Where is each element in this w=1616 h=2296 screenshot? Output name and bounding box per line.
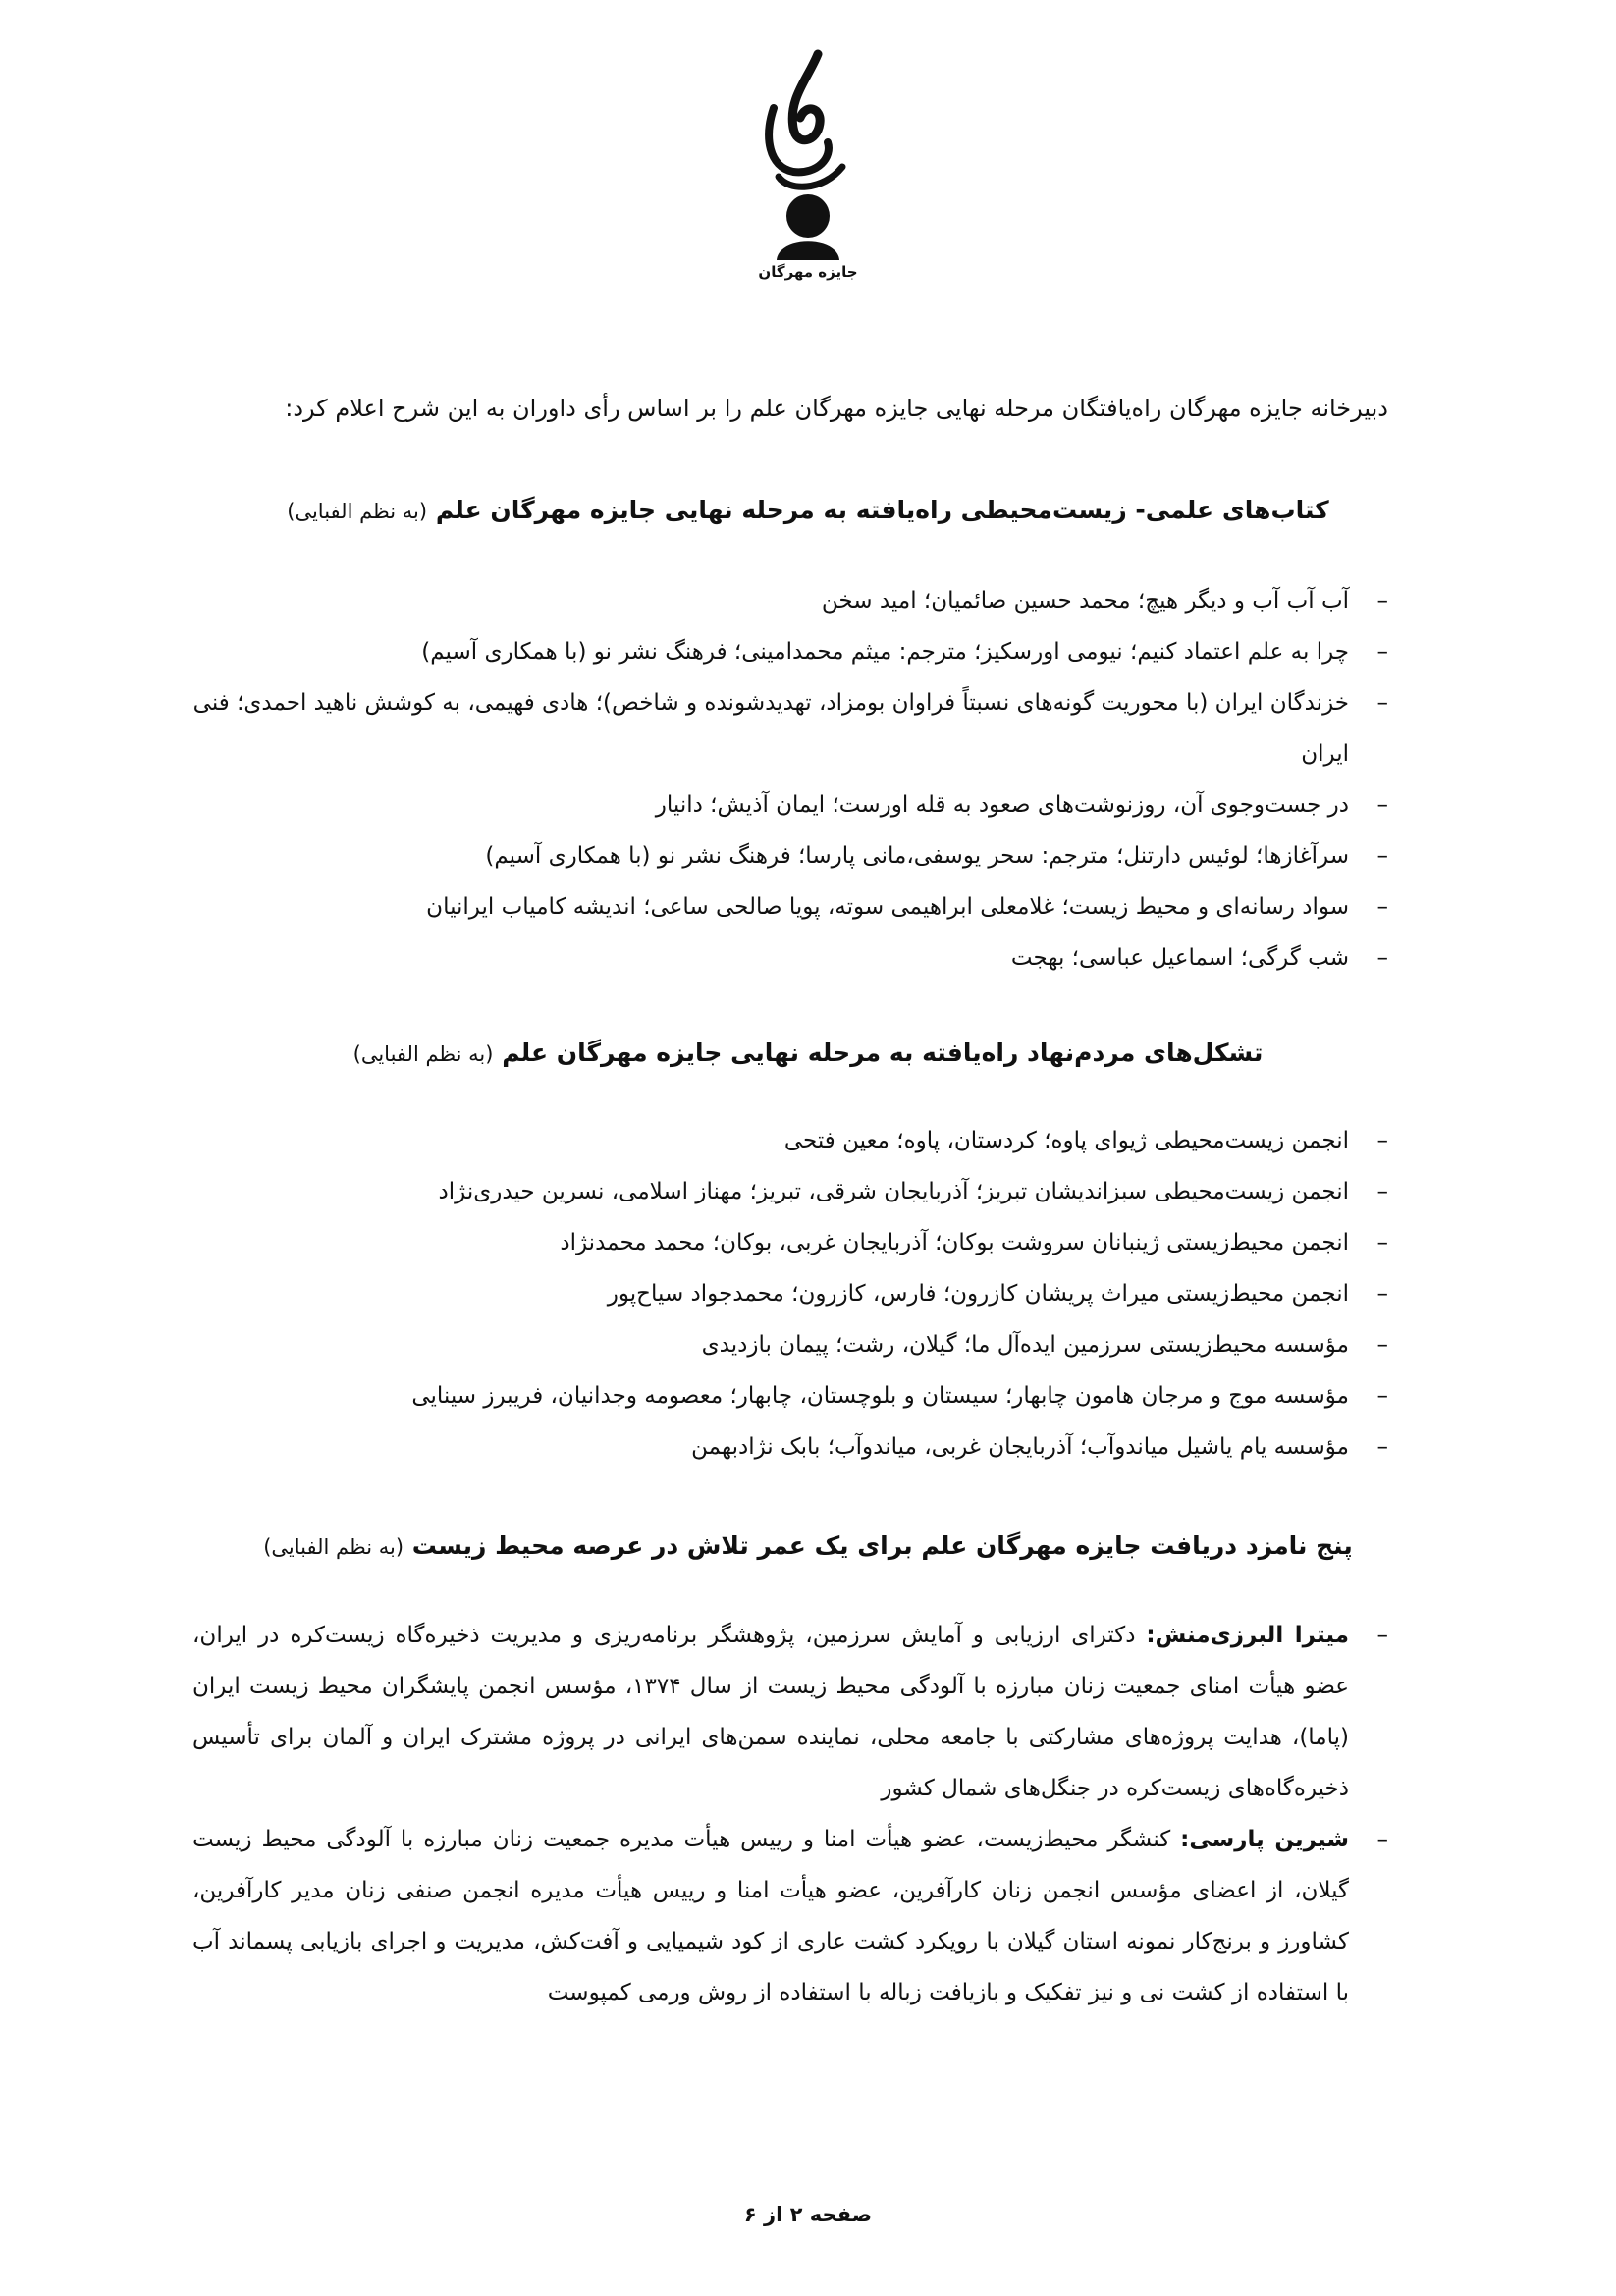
list-item: – در جست‌وجوی آن، روزنوشت‌های صعود به قله اورست؛ ایمان آذیش؛ دانیار (655, 792, 1388, 818)
list-item: – انجمن زیست‌محیطی سبزاندیشان تبریز؛ آذربایجان شرقی، تبریز؛ مهناز اسلامی، نسرین حیدری‌نژاد (438, 1179, 1388, 1204)
heading-title: تشکل‌های مردم‌نهاد راه‌یافته به مرحله نهایی جایزه مهرگان علم (502, 1039, 1264, 1067)
intro-paragraph: دبیرخانه جایزه مهرگان راه‌یافتگان مرحله نهایی جایزه مهرگان علم را بر اساس رأی داوران به این شرح اعلام کرد: (285, 395, 1388, 422)
nominee-bio: کنشگر محیط‌زیست، عضو هیأت امنا و رییس هیأت مدیره جمعیت زنان مبارزه با آلودگی محیط زیست گیلان، از اعضای مؤسس انجمن زنان کارآفرین، عضو هیأت امنا و رییس هیأت مدیره انجمن صنفی زنان مدیر کارآفرین، کشاورز و برنج‌کار نمونه استان گیلان با رویکرد کشت عاری از کود شیمیایی و آفت‌کش، مدیریت و اجرای بازیابی پسماند آب با استفاده از کشت نی و نیز تفکیک و بازیافت زباله با استفاده از روش ورمی کمپوست (192, 1827, 1349, 2005)
nominee-list (192, 1610, 1388, 2018)
list-item: – مؤسسه یام یاشیل میاندوآب؛ آذربایجان غربی، میاندوآب؛ بابک نژادبهمن (691, 1434, 1388, 1460)
nominee-name: میترا البرزی‌منش: (1146, 1623, 1349, 1648)
heading-note: (به نظم الفبایی) (263, 1535, 404, 1559)
section-heading-books (0, 496, 1616, 524)
nominee-name: شیرین پارسی: (1180, 1827, 1349, 1852)
list-item: – سواد رسانه‌ای و محیط زیست؛ غلامعلی ابراهیمی سوته، پویا صالحی ساعی؛ اندیشه کامیاب ایرانیان (426, 894, 1388, 920)
ngo-list (192, 1115, 1388, 1472)
nominee-bio: دکترای ارزیابی و آمایش سرزمین، پژوهشگر برنامه‌ریزی و مدیریت ذخیره‌گاه زیست‌کره در ایران، عضو هیأت امنای جمعیت زنان مبارزه با آلودگی محیط زیست از سال ۱۳۷۴، مؤسس انجمن پایشگران محیط زیست ایران (پاما)، هدایت پروژه‌های مشارکتی با جامعه محلی، نماینده سمن‌های ایرانی در پروژه مشترک ایران و آلمان برای تأسیس ذخیره‌گاه‌های زیست‌کره در جنگل‌های شمال کشور (192, 1623, 1349, 1801)
heading-title: پنج نامزد دریافت جایزه مهرگان علم برای یک عمر تلاش در عرصه محیط زیست (411, 1531, 1353, 1560)
list-item: – شب گرگی؛ اسماعیل عباسی؛ بهجت (1010, 945, 1388, 971)
heading-note: (به نظم الفبایی) (352, 1042, 494, 1066)
list-item: – مؤسسه محیط‌زیستی سرزمین ایده‌آل ما؛ گیلان، رشت؛ پیمان بازدیدی (701, 1332, 1388, 1358)
section-heading-lifetime (0, 1531, 1616, 1560)
page-number: صفحه ۲ از ۶ (743, 2203, 873, 2226)
list-item: – انجمن محیط‌زیستی ژینبانان سروشت بوکان؛ آذربایجان غربی، بوکان؛ محمد محمدنژاد (560, 1230, 1388, 1255)
nominee-item: – میترا البرزی‌منش: دکترای ارزیابی و آمایش سرزمین، پژوهشگر برنامه‌ریزی و مدیریت ذخیره‌گاه زیست‌کره در ایران، عضو هیأت امنای جمعیت زنان مبارزه با آلودگی محیط زیست از سال ۱۳۷۴، مؤسس انجمن پایشگران محیط زیست ایران (پاما)، هدایت پروژه‌های مشارکتی با جامعه محلی، نماینده سمن‌های ایرانی در پروژه مشترک ایران و آلمان برای تأسیس ذخیره‌گاه‌های زیست‌کره در جنگل‌های شمال کشور (192, 1623, 1388, 1801)
list-item: – انجمن زیست‌محیطی ژیوای پاوه؛ کردستان، پاوه؛ معین فتحی (783, 1128, 1388, 1153)
heading-note: (به نظم الفبایی) (287, 500, 428, 523)
mehregan-award-logo-icon (749, 49, 867, 294)
nominee-item: – شیرین پارسی: کنشگر محیط‌زیست، عضو هیأت امنا و رییس هیأت مدیره جمعیت زنان مبارزه با آلودگی محیط زیست گیلان، از اعضای مؤسس انجمن زنان کارآفرین، عضو هیأت امنا و رییس هیأت مدیره انجمن صنفی زنان مدیر کارآفرین، کشاورز و برنج‌کار نمونه استان گیلان با رویکرد کشت عاری از کود شیمیایی و آفت‌کش، مدیریت و اجرای بازیابی پسماند آب با استفاده از کشت نی و نیز تفکیک و بازیافت زباله با استفاده از روش ورمی کمپوست (192, 1827, 1388, 2005)
logo-caption: جایزه مهرگان (758, 263, 858, 281)
heading-title: کتاب‌های علمی- زیست‌محیطی راه‌یافته به مرحله نهایی جایزه مهرگان علم (435, 496, 1329, 524)
list-item: – مؤسسه موج و مرجان هامون چابهار؛ سیستان و بلوچستان، چابهار؛ معصومه وجدانیان، فریبرز سینایی (411, 1383, 1388, 1409)
books-list (192, 575, 1388, 984)
list-item: – انجمن محیط‌زیستی میراث پریشان کازرون؛ فارس، کازرون؛ محمدجواد سیاح‌پور (607, 1281, 1388, 1307)
list-item: – چرا به علم اعتماد کنیم؛ نیومی اورسکیز؛ مترجم: میثم محمدامینی؛ فرهنگ نشر نو (با همکاری آسیم) (421, 639, 1388, 665)
list-item: – خزندگان ایران (با محوریت گونه‌های نسبتاً فراوان بومزاد، تهدیدشونده و شاخص)؛ هادی فهیمی، به کوشش ناهید احمدی؛ فنی ایران (192, 690, 1388, 767)
list-item: – آب آب آب و دیگر هیچ؛ محمد حسین صائمیان؛ امید سخن (821, 588, 1388, 614)
list-item: – سرآغازها؛ لوئیس دارتنل؛ مترجم: سحر یوسفی،مانی پارسا؛ فرهنگ نشر نو (با همکاری آسیم) (485, 843, 1388, 869)
section-heading-ngos (0, 1039, 1616, 1067)
